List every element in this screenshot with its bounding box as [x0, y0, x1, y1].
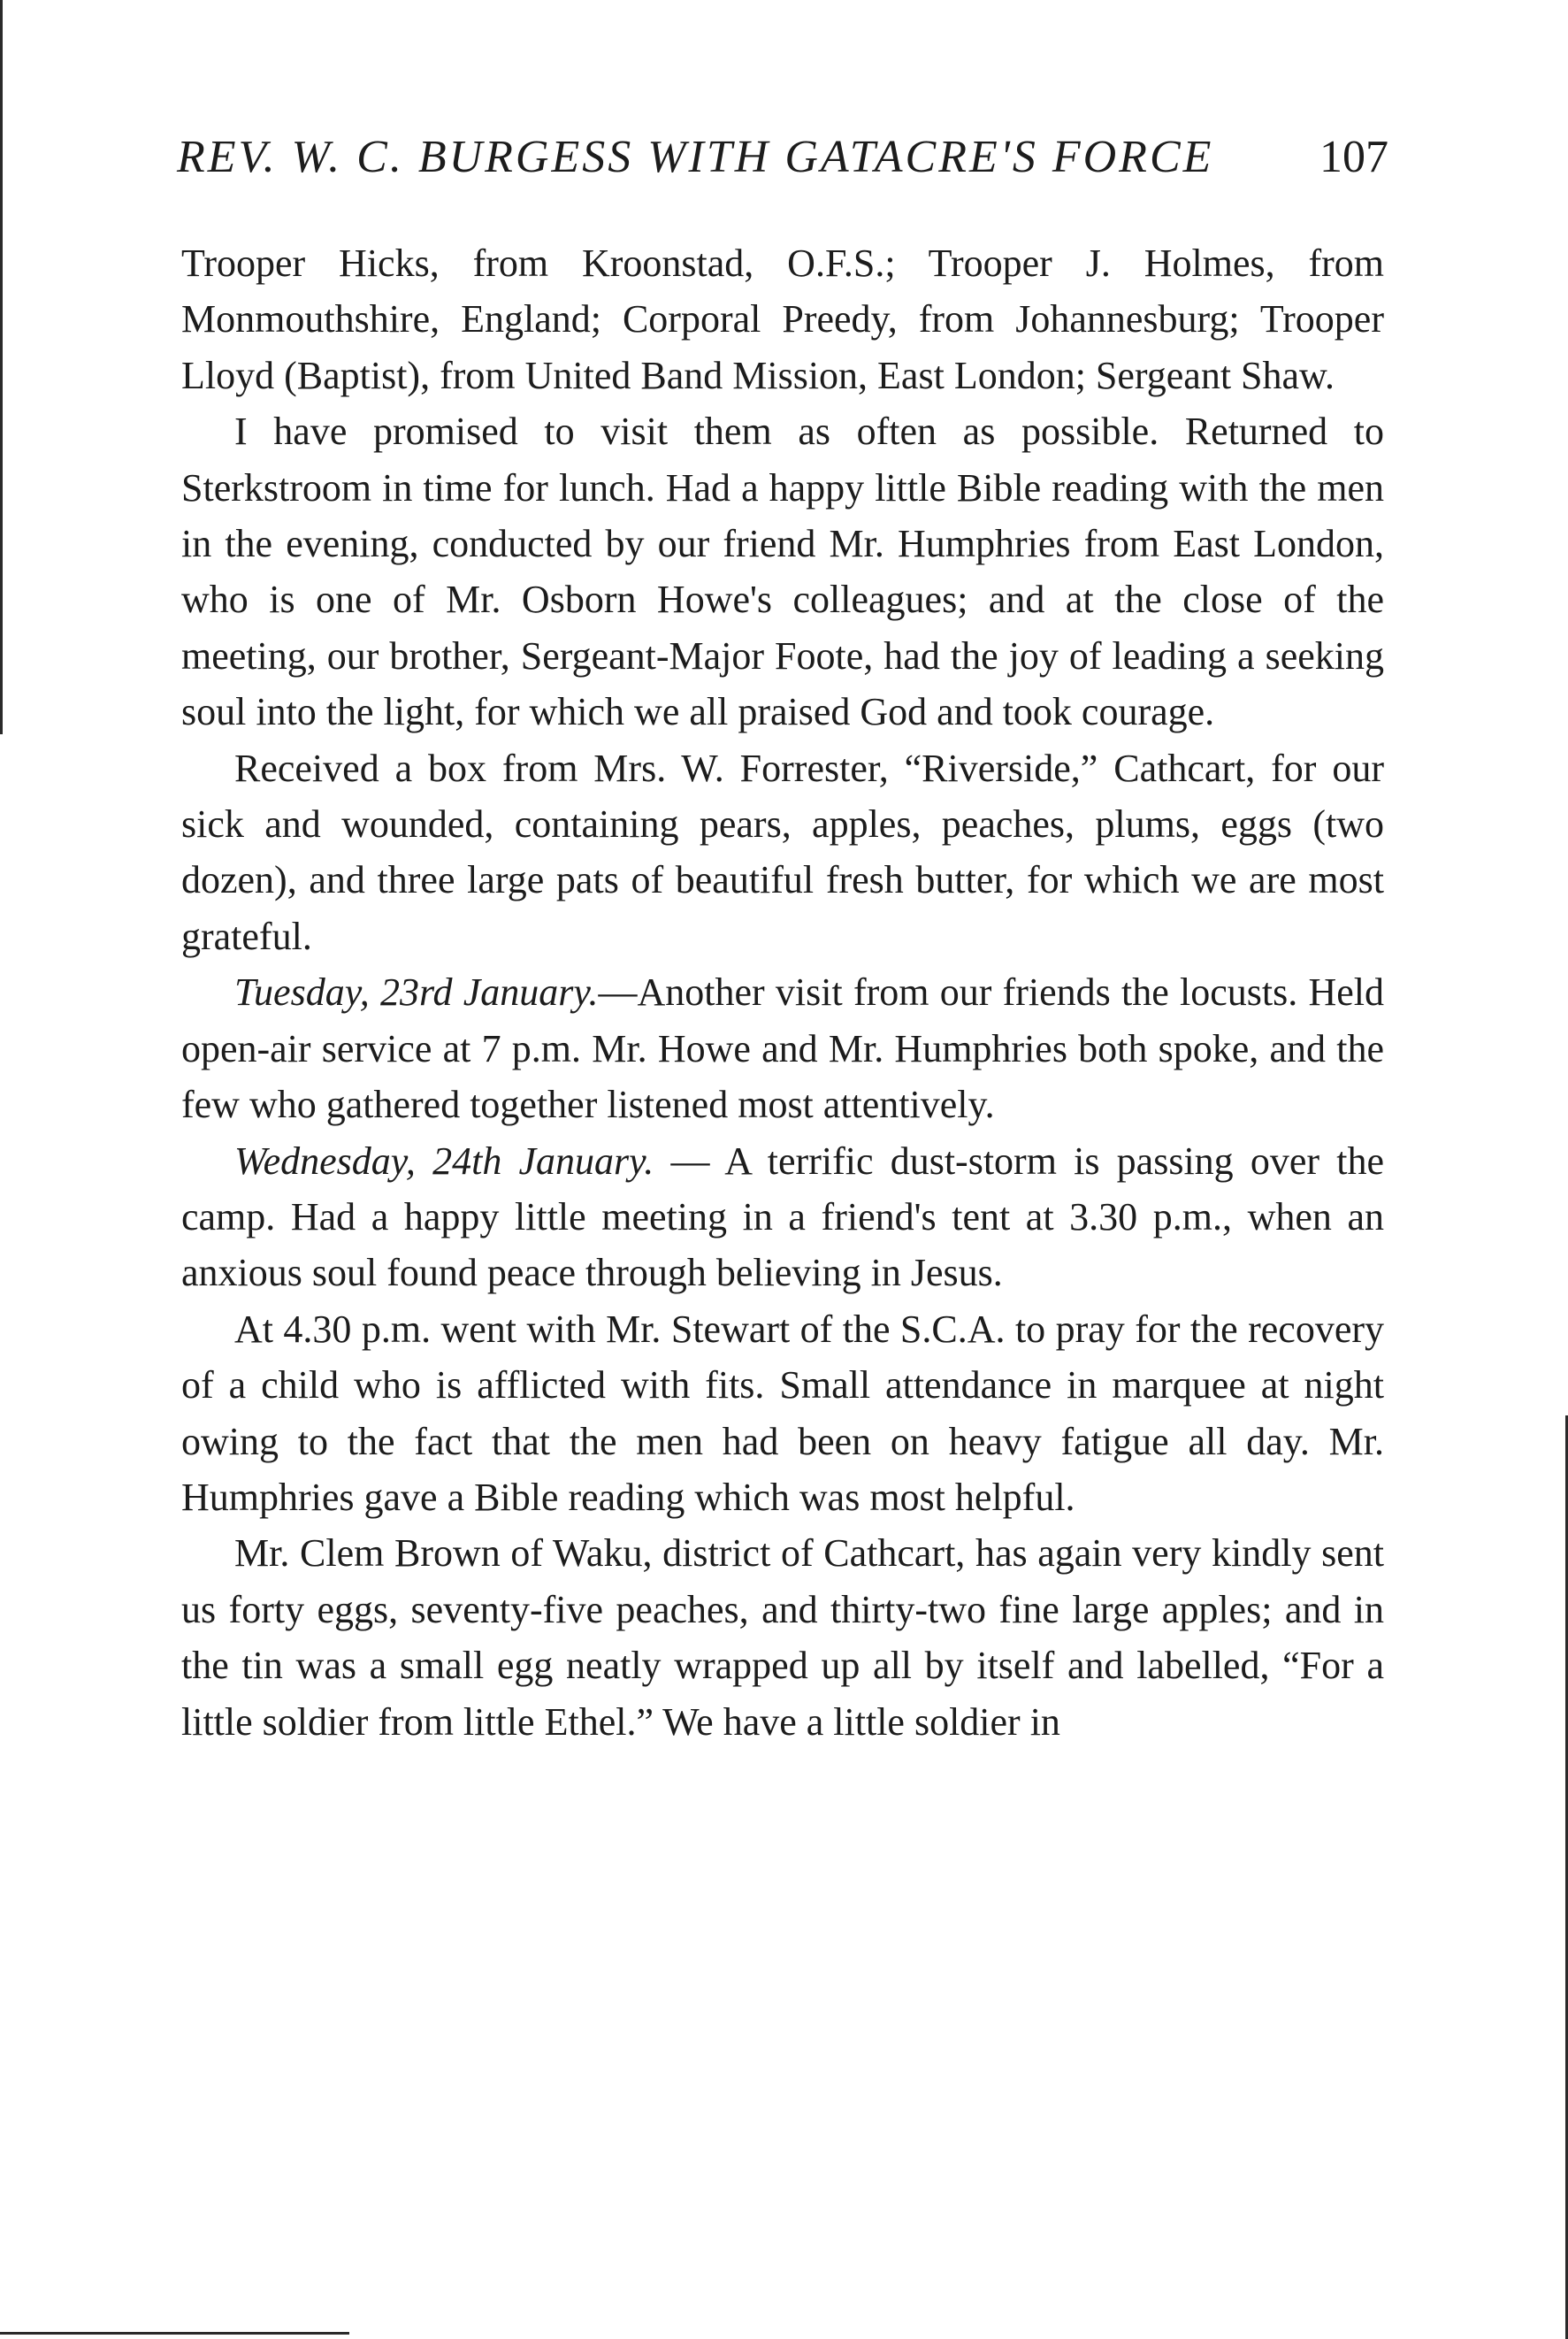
paragraph-text: —Another visit from our friends the locusts. Held open-air service at 7 p.m. Mr. Howe and Mr. Humphries both spoke, and the few who gathered together listened most attentively. — [181, 970, 1384, 1127]
paragraph — [181, 1525, 1384, 1750]
paragraph-text: I have promised to visit them as often as possible. Returned to Sterkstroom in time for lunch. Had a happy little Bible reading with the men in the evening, conducted by our friend Mr. Humphries from East London, who is one of Mr. Osborn Howe's colleagues; and at the close of the meeting, our brother, Sergeant-Major Foote, had the joy of leading a seeking soul into the light, for which we all praised God and took courage. — [181, 410, 1384, 734]
paragraph — [181, 235, 1384, 403]
paragraph-text: Trooper Hicks, from Kroonstad, O.F.S.; Trooper J. Holmes, from Monmouthshire, England; Corporal Preedy, from Johannesburg; Trooper Lloyd (Baptist), from United Band Mission, East London; Sergeant Shaw. — [181, 242, 1384, 397]
diary-entry — [181, 1133, 1384, 1301]
running-title: REV. W. C. BURGESS WITH GATACRE'S FORCE — [177, 132, 1214, 182]
paragraph-text: Mr. Clem Brown of Waku, district of Cathcart, has again very kindly sent us forty eggs, seventy-five peaches, and thirty-two fine large apples; and in the tin was a small egg neatly wrapped up all by itself and labelled, “For a little soldier from little Ethel.” We have a little soldier in — [181, 1531, 1384, 1744]
scan-edge-left — [0, 0, 3, 734]
paragraph-text: At 4.30 p.m. went with Mr. Stewart of the S.C.A. to pray for the recovery of a child who is afflicted with fits. Small attendance in marquee at night owing to the fact that the men had been on heavy fatigue all day. Mr. Humphries gave a Bible reading which was most helpful. — [181, 1307, 1384, 1519]
page-header — [177, 131, 1388, 193]
paragraph — [181, 1301, 1384, 1526]
paragraph — [181, 740, 1384, 965]
body-text — [181, 235, 1384, 1750]
paragraph-text: Received a box from Mrs. W. Forrester, “Riverside,” Cathcart, for our sick and wounded, containing pears, apples, peaches, plums, eggs (two dozen), and three large pats of beautiful fresh butter, for which we are most grateful. — [181, 746, 1384, 958]
scan-edge-bottom — [0, 2332, 349, 2335]
entry-date: Tuesday, 23rd January. — [234, 970, 599, 1015]
paragraph — [181, 403, 1384, 740]
page-number: 107 — [1319, 132, 1388, 182]
paragraph-text: — A terrific dust-storm is passing over the camp. Had a happy little meeting in a friend's tent at 3.30 p.m., when an anxious soul found peace through believing in Jesus. — [181, 1139, 1384, 1295]
entry-date: Wednesday, 24th January. — [234, 1139, 654, 1183]
diary-entry — [181, 964, 1384, 1132]
